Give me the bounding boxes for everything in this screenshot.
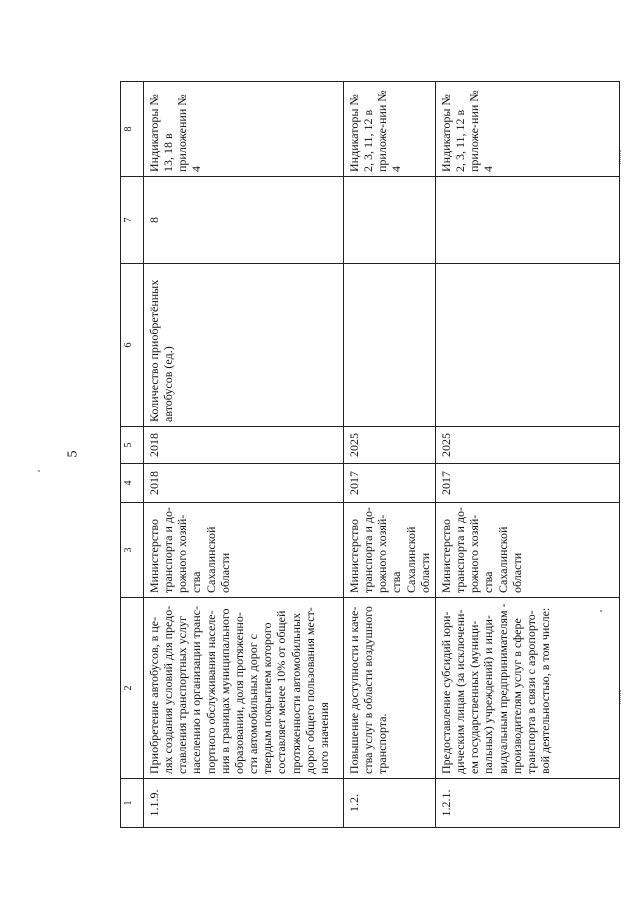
start-year: 2017 [435, 464, 619, 503]
result-value [344, 177, 436, 264]
activity-name: Повышение доступности и каче-ства услуг в области воздушного транспорта. [344, 598, 436, 779]
indicator-link: Индикаторы № 2, 3, 11, 12 в приложе-нии № 4 [344, 82, 436, 177]
indicator-link: Индикаторы № 13, 18 в приложении № 4 [144, 82, 344, 177]
indicator-link: Индикаторы № 2, 3, 11, 12 в приложе-нии № 4 [435, 82, 619, 177]
scan-speck [38, 470, 40, 472]
start-year: 2017 [344, 464, 436, 503]
activity-name: Предоставление субсидий юри-дическим лицам (за исключени-ем государственных (муници-пальных) учреждений) и инди-видуальным предпринимателям - производителям услуг в сфере транспорта в связи с аэропорто-вой деятельностью, в том числе: [435, 598, 619, 779]
table-row [435, 82, 619, 828]
page-number: 5 [65, 450, 81, 458]
header-col-6: 6 [121, 264, 144, 427]
end-year: 2018 [144, 427, 344, 464]
table-row [344, 82, 436, 828]
program-activities-table [120, 81, 620, 828]
row-number: 1.1.9. [144, 779, 344, 828]
expected-result [435, 264, 619, 427]
table-row [144, 82, 344, 828]
scan-mark [620, 150, 622, 164]
expected-result: Количество приобретённых автобусов (ед.) [144, 264, 344, 427]
table-header-row [121, 82, 144, 828]
header-col-7: 7 [121, 177, 144, 264]
scan-speck [600, 610, 602, 612]
row-number: 1.2.1. [435, 779, 619, 828]
responsible-executor: Министерство транспорта и до-рожного хозяй-ства Сахалинской области [144, 503, 344, 598]
result-value: 8 [144, 177, 344, 264]
rotated-table-wrapper [120, 88, 620, 828]
activity-name: Приобретение автобусов, в це-лях создания условий для предо-ставления транспортных услуг населению и организации транс-портного обслуживания населе-ния в границах муниципального образовании, доля протяженно-сти автомобильных дорог с твердым покрытием которого составляет менее 10% от общей протяженности автомобильных дорог общего пользования мест-ного значения [144, 598, 344, 779]
end-year: 2025 [435, 427, 619, 464]
responsible-executor: Министерство транспорта и до-рожного хозяй-ства Сахалинской области [435, 503, 619, 598]
responsible-executor: Министерство транспорта и до-рожного хозяй-ства Сахалинской области [344, 503, 436, 598]
expected-result [344, 264, 436, 427]
header-col-1: 1 [121, 779, 144, 828]
header-col-3: 3 [121, 503, 144, 598]
row-number: 1.2. [344, 779, 436, 828]
header-col-5: 5 [121, 427, 144, 464]
header-col-2: 2 [121, 598, 144, 779]
header-col-8: 8 [121, 82, 144, 177]
start-year: 2018 [144, 464, 344, 503]
result-value [435, 177, 619, 264]
scan-mark [620, 690, 622, 704]
end-year: 2025 [344, 427, 436, 464]
header-col-4: 4 [121, 464, 144, 503]
